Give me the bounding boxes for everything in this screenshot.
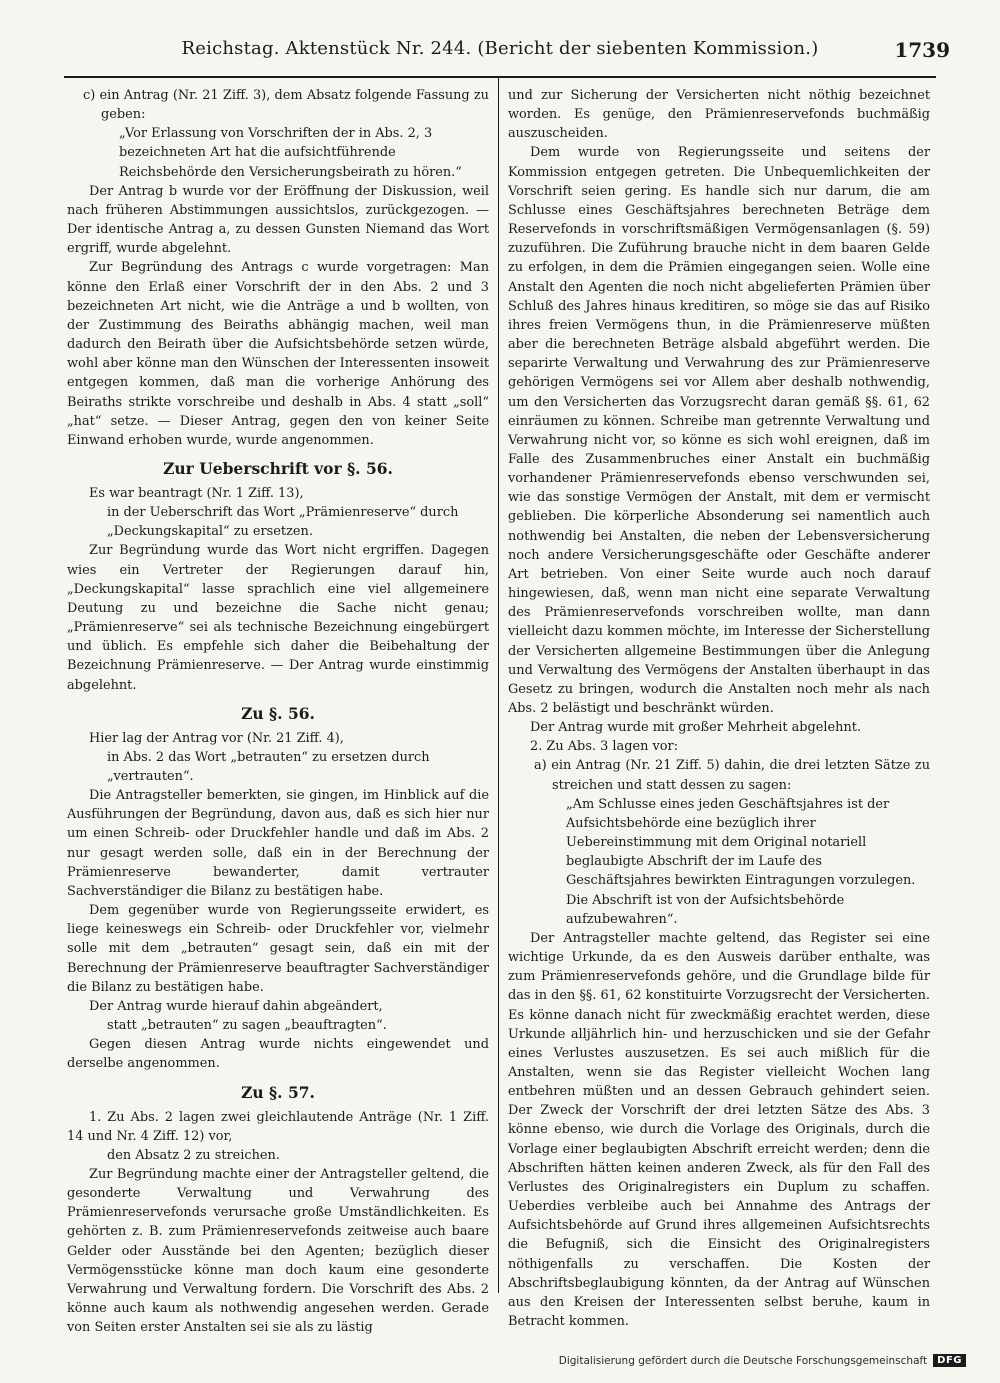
paragraph: Gegen diesen Antrag wurde nichts eingewendet und derselbe angenommen.	[67, 1037, 489, 1072]
paragraph: Die Antragsteller bemerkten, sie gingen, im Hinblick auf die Ausführungen der Begründung, davon aus, daß es sich hier nur um einen Schreib- oder Druckfehler handle und daß im Abs. 2 nur gesagt werden solle, daß ein in der Berechnung der Prämienreserve bewanderter, damit vertrauter Sachverständiger die Bilanz zu bestätigen habe.	[67, 788, 489, 899]
paragraph: Der Antrag wurde hierauf dahin abgeändert,	[89, 998, 383, 1014]
paragraph: c) ein Antrag (Nr. 21 Ziff. 3), dem Absatz folgende Fassung zu geben:	[83, 88, 489, 123]
paragraph: 1. Zu Abs. 2 lagen zwei gleichlautende Anträge (Nr. 1 Ziff. 14 und Nr. 4 Ziff. 12) vor,	[67, 1109, 489, 1144]
paragraph: Zur Begründung des Antrags c wurde vorgetragen: Man könne den Erlaß einer Vorschrift der in den Abs. 2 und 3 bezeichneten Art nicht, wie die Anträge a und b wollten, von der Zustimmung des Beiraths abhängig machen, weil man dadurch den Beirath über die Aufsichtsbehörde setzen würde, wohl aber könne man den Wünschen der Interessenten insoweit entgegen kommen, daß man die vorherige Anhörung des Beiraths strikte vorschreibe und deshalb in Abs. 4 statt „soll“ „hat“ setze. — Dieser Antrag, gegen den von keiner Seite Einwand erhoben wurde, wurde angenommen.	[67, 260, 489, 448]
paragraph: Zur Begründung wurde das Wort nicht ergriffen. Dagegen wies ein Vertreter der Regierungen darauf hin, „Deckungskapital“ lasse sprachlich eine viel allgemeinere Deutung zu und bezeichne die Sache nicht genau; „Prämienreserve“ sei als technische Bezeichnung eingebürgert und üblich. Es empfehle sich daher die Beibehaltung der Bezeichnung Prämienreserve. — Der Antrag wurde einstimmig abgelehnt.	[67, 543, 489, 693]
running-title: Reichstag. Aktenstück Nr. 244. (Bericht der siebenten Kommission.)	[181, 38, 819, 59]
footer-credit: Digitalisierung gefördert durch die Deutsche Forschungsgemeinschaft	[558, 1354, 928, 1367]
right-column	[508, 86, 931, 1329]
quoted-text: „Vor Erlassung von Vorschriften der in Abs. 2, 3 bezeichneten Art hat die aufsichtführende Reichsbehörde den Versicherungsbeirath zu hören.“	[119, 126, 462, 180]
dfg-logo: DFG	[933, 1354, 966, 1367]
column-divider	[498, 78, 499, 1293]
paragraph: Der Antragsteller machte geltend, das Register sei eine wichtige Urkunde, da es den Ausweis darüber enthalte, was zum Prämienreservefonds gehöre, und die Grundlage bilde für das in den §§. 61, 62 konstituirte Vorzugsrecht der Versicherten. Es könne danach nicht für zweckmäßig erachtet werden, diese Urkunde alljährlich hin- und herzuschicken und sie der Gefahr eines Verlustes auszusetzen. Es sei auch mißlich für die Anstalten, wenn sie das Register vielleicht Wochen lang entbehren müßten und an dessen Gebrauch gehindert seien. Der Zweck der Vorschrift der drei letzten Sätze des Abs. 3 könne ebenso, wie durch die Vorlage des Originals, durch die Vorlage einer beglaubigten Abschrift erreicht werden; denn die Abschriften hätten keinen anderen Zweck, als für den Fall des Verlustes des Originalregisters ein Duplum zu schaffen. Ueberdies verbleibe auch bei Annahme des Antrags der Aufsichtsbehörde auf Grund ihres allgemeinen Aufsichtsrechts die Befugniß, sich die Einsicht des Originalregisters nöthigenfalls zu verschaffen. Die Kosten der Abschriftsbeglaubigung könnten, da der Antrag auf Wünschen aus den Kreisen der Interessenten selbst beruhe, kaum in Betracht kommen.	[508, 930, 931, 1329]
paragraph: in der Ueberschrift das Wort „Prämienreserve“ durch „Deckungskapital“ zu ersetzen.	[107, 505, 459, 540]
page-footer	[559, 1354, 966, 1367]
quoted-text: „Am Schlusse eines jeden Geschäftsjahres ist der Aufsichtsbehörde eine bezüglich ihrer Uebereinstimmung mit dem Original notariell beglaubigte Abschrift der im Laufe des Geschäftsjahres bewirkten Eintragungen vorzulegen. Die Abschrift ist von der Aufsichtsbehörde aufzubewahren“.	[566, 796, 916, 927]
paragraph: Hier lag der Antrag vor (Nr. 21 Ziff. 4),	[89, 730, 344, 746]
paragraph: in Abs. 2 das Wort „betrauten“ zu ersetzen durch „vertrauten“.	[107, 749, 430, 784]
paragraph: statt „betrauten“ zu sagen „beauftragten“.	[107, 1018, 387, 1034]
section-heading: Zu §. 57.	[241, 1082, 315, 1102]
paragraph: a) ein Antrag (Nr. 21 Ziff. 5) dahin, die drei letzten Sätze zu streichen und statt dessen zu sagen:	[534, 758, 930, 793]
paragraph: Dem gegenüber wurde von Regierungsseite erwidert, es liege keineswegs ein Schreib- oder Druckfehler vor, vielmehr solle mit dem „betrauten“ gesagt sein, daß ein mit der Berechnung der Prämienreserve beauftragter Sachverständiger die Bilanz zu bestätigen habe.	[67, 903, 489, 995]
paragraph: Der Antrag wurde mit großer Mehrheit abgelehnt.	[530, 720, 862, 736]
paragraph: und zur Sicherung der Versicherten nicht nöthig bezeichnet worden. Es genüge, den Prämienreservefonds buchmäßig auszuscheiden.	[508, 88, 930, 142]
page-header	[60, 38, 950, 72]
paragraph: den Absatz 2 zu streichen.	[107, 1147, 280, 1163]
paragraph: Es war beantragt (Nr. 1 Ziff. 13),	[89, 485, 304, 501]
section-heading: Zu §. 56.	[241, 703, 315, 723]
left-column	[67, 86, 489, 1336]
paragraph: 2. Zu Abs. 3 lagen vor:	[530, 739, 679, 755]
page-number: 1739	[894, 38, 950, 62]
section-heading: Zur Ueberschrift vor §. 56.	[163, 458, 393, 478]
paragraph: Zur Begründung machte einer der Antragsteller geltend, die gesonderte Verwaltung und Verwahrung des Prämienreservefonds verursache große Umständlichkeiten. Es gehörten z. B. zum Prämienreservefonds zeitweise auch baare Gelder oder Ausstände bei den Agenten; bezüglich dieser Vermögensstücke könne man doch kaum eine gesonderte Verwahrung und Verwaltung fordern. Die Vorschrift des Abs. 2 könne auch kaum als nothwendig angesehen werden. Gerade von Seiten erster Anstalten sei sie als zu lästig	[67, 1166, 489, 1336]
paragraph: Der Antrag b wurde vor der Eröffnung der Diskussion, weil nach früheren Abstimmungen aussichtslos, zurückgezogen. — Der identische Antrag a, zu dessen Gunsten Niemand das Wort ergriff, wurde abgelehnt.	[67, 183, 489, 257]
paragraph: Dem wurde von Regierungsseite und seitens der Kommission entgegen getreten. Die Unbequemlichkeiten der Vorschrift seien gering. Es handle sich nur darum, die am Schlusse eines Geschäftsjahres berechneten Beträge dem Reservefonds in vorschriftsmäßigen Vermögensanlagen (§. 59) zuzuführen. Die Zuführung brauche nicht in dem baaren Gelde zu erfolgen, in dem die Prämien eingegangen seien. Wolle eine Anstalt den Agenten die noch nicht abgelieferten Prämien über Schluß des Jahres hinaus kreditiren, so möge sie das auf Risiko ihres freien Vermögens thun, in die Prämienreserve müßten aber die berechneten Beträge alsbald abgeführt werden. Die separirte Verwaltung und Verwahrung des zur Prämienreserve gehörigen Vermögens sei vor Allem aber deshalb nothwendig, um den Versicherten das Vorzugsrecht daran gemäß §§. 61, 62 einräumen zu können. Schreibe man getrennte Verwaltung und Verwahrung nicht vor, so könne es sich wohl ereignen, daß im Falle des Zusammenbruches einer Anstalt ein buchmäßig vorhandener Prämienreservefonds ebenso verschwunden sei, wie das sonstige Vermögen der Anstalt, mit dem er vermischt geblieben. Die körperliche Absonderung sei namentlich auch nothwendig bei Anstalten, die neben der Lebensversicherung noch andere Versicherungsgeschäfte oder Geschäfte anderer Art betrieben. Von einer Seite wurde auch noch darauf hingewiesen, daß, wenn man nicht eine separate Verwaltung des Prämienreservefonds vorschreiben wollte, man dann vielleicht dazu kommen möchte, im Interesse der Sicherstellung der Versicherten allgemeine Bestimmungen über die Anlegung und Verwaltung des Vermögens der Anstalten überhaupt in das Gesetz zu bringen, wodurch die Anstalten noch mehr als nach Abs. 2 belästigt und beschränkt würden.	[508, 145, 930, 716]
header-rule	[64, 76, 936, 78]
